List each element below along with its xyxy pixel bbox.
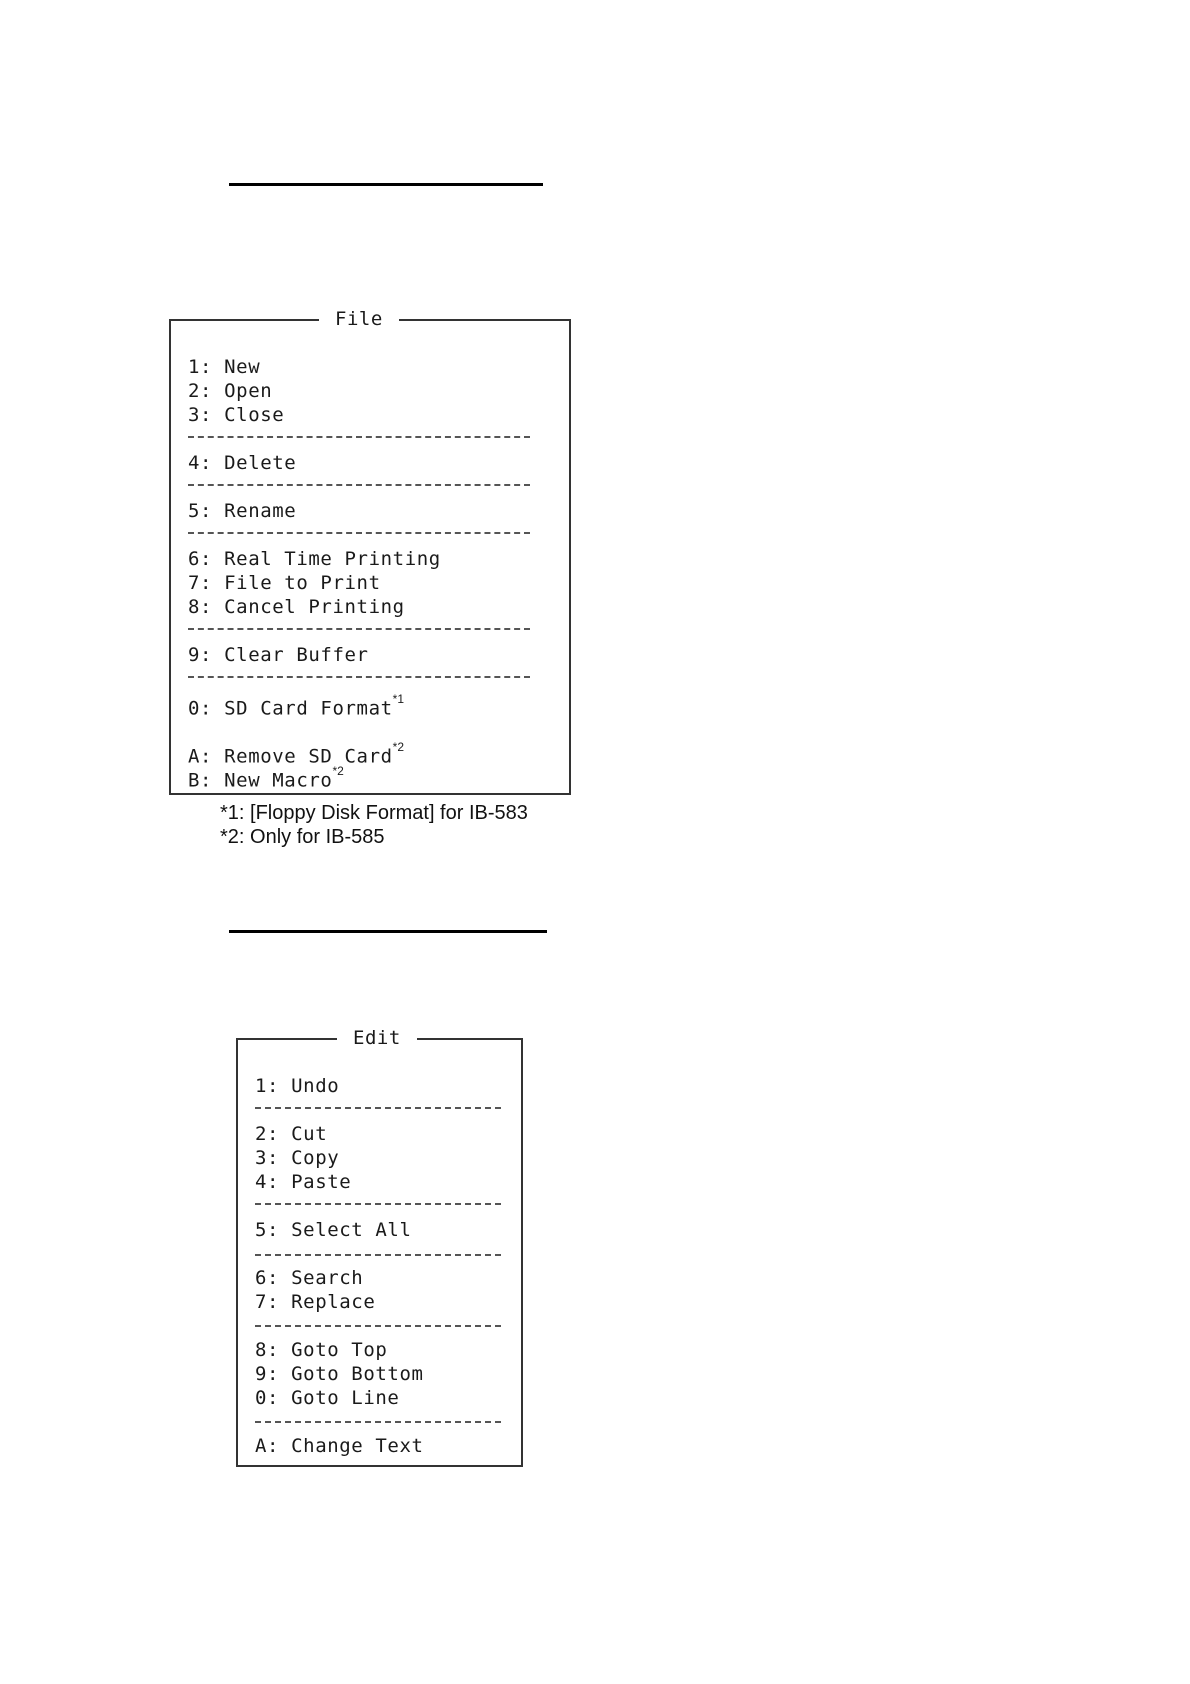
menu-divider: [255, 1325, 501, 1327]
menu-item-file-to-print[interactable]: 7: File to Print: [188, 572, 381, 594]
menu-item-remove-sd-card[interactable]: A: Remove SD Card$^{*2}$: [188, 740, 405, 768]
menu-item-cut[interactable]: 2: Cut: [255, 1123, 328, 1145]
menu-item-change-text[interactable]: A: Change Text: [255, 1435, 424, 1457]
menu-divider: [255, 1421, 501, 1423]
footnote-marker: *2: [332, 764, 344, 778]
footnote-marker: *2: [392, 740, 405, 754]
menu-item-new[interactable]: 1: New: [188, 356, 261, 378]
menu-divider: [188, 676, 530, 678]
menu-item-search[interactable]: 6: Search: [255, 1267, 364, 1289]
menu-divider: [255, 1254, 501, 1256]
file-menu: [169, 308, 571, 795]
menu-divider: [188, 436, 530, 438]
menu-divider: [188, 484, 530, 486]
menu-item-rename[interactable]: 5: Rename: [188, 500, 297, 522]
menu-item-clear-buffer[interactable]: 9: Clear Buffer: [188, 644, 369, 666]
footnote-1: *1: [Floppy Disk Format] for IB-583: [220, 802, 528, 824]
menu-item-goto-top[interactable]: 8: Goto Top: [255, 1339, 388, 1361]
file-menu-title: File: [319, 307, 399, 331]
menu-item-cancel-printing[interactable]: 8: Cancel Printing: [188, 596, 405, 618]
menu-item-open[interactable]: 2: Open: [188, 380, 273, 402]
edit-menu-title: Edit: [337, 1026, 417, 1050]
menu-divider: [255, 1203, 501, 1205]
menu-divider: [255, 1107, 501, 1109]
menu-divider: [188, 628, 530, 630]
menu-item-replace[interactable]: 7: Replace: [255, 1291, 376, 1313]
menu-item-delete[interactable]: 4: Delete: [188, 452, 297, 474]
menu-item-undo[interactable]: 1: Undo: [255, 1075, 340, 1097]
menu-divider: [188, 532, 530, 534]
menu-item-sd-card-format[interactable]: 0: SD Card Format$^{*1}$: [188, 692, 405, 720]
heading-underline: [229, 930, 547, 933]
menu-item-copy[interactable]: 3: Copy: [255, 1147, 340, 1169]
footnote-2: *2: Only for IB-585: [220, 826, 385, 848]
heading-underline: [229, 183, 543, 186]
edit-menu: [236, 1027, 523, 1467]
menu-item-close[interactable]: 3: Close: [188, 404, 285, 426]
footnote-marker: *1: [392, 692, 405, 706]
menu-item-paste[interactable]: 4: Paste: [255, 1171, 352, 1193]
menu-item-select-all[interactable]: 5: Select All: [255, 1219, 412, 1241]
menu-item-goto-bottom[interactable]: 9: Goto Bottom: [255, 1363, 424, 1385]
menu-item-new-macro[interactable]: B: New Macro$^{*2}$: [188, 764, 344, 792]
menu-item-goto-line[interactable]: 0: Goto Line: [255, 1387, 400, 1409]
menu-item-real-time-printing[interactable]: 6: Real Time Printing: [188, 548, 441, 570]
